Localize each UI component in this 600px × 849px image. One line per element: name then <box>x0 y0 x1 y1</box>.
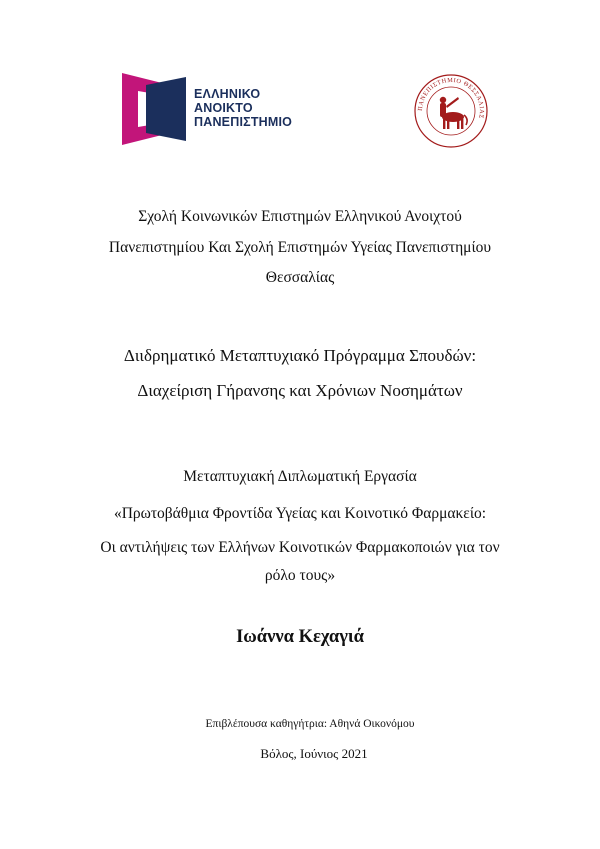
centaur-icon <box>440 97 467 129</box>
program-line-2: Διαχείριση Γήρανσης και Χρόνιων Νοσημάτων <box>137 381 463 400</box>
supervisor: Επιβλέπουσα καθηγήτρια: Αθηνά Οικονόμου <box>205 718 415 730</box>
program-line-1: Διιδρηματικό Μεταπτυχιακό Πρόγραμμα Σπουδών: <box>123 346 477 365</box>
thesis-type: Μεταπτυχιακή Διπλωματική Εργασία <box>183 468 417 485</box>
author-name: Ιωάννα Κεχαγιά <box>236 627 364 647</box>
eap-logo-text <box>194 87 292 129</box>
eap-logo-mark-icon <box>122 73 188 145</box>
place-date: Βόλος, Ιούνιος 2021 <box>260 746 368 761</box>
seal-text: ΠΑΝΕΠΙΣΤΗΜΙΟ ΘΕΣΣΑΛΙΑΣ <box>416 76 486 120</box>
school-line-1: Σχολή Κοινωνικών Επιστημών Ελληνικού Ανοιχτού <box>138 208 462 225</box>
school-line-2: Πανεπιστημίου Και Σχολή Επιστημών Υγείας Πανεπιστημίου <box>108 239 492 256</box>
thesis-title-line-1: «Πρωτοβάθμια Φροντίδα Υγείας και Κοινοτικό Φαρμακείο: <box>113 505 487 522</box>
university-of-thessaly-seal <box>413 73 489 149</box>
hellenic-open-university-logo <box>122 73 312 145</box>
thesis-title-line-2: Οι αντιλήψεις των Ελλήνων Κοινοτικών Φαρμακοποιών για τον <box>100 539 500 556</box>
eap-logo-line: ΕΛΛΗΝΙΚΟ <box>194 87 261 101</box>
school-line-3: Θεσσαλίας <box>265 269 335 286</box>
thesis-title-line-3: ρόλο τους» <box>264 567 336 584</box>
eap-logo-line: ΑΝΟΙΚΤΟ <box>194 101 253 115</box>
eap-logo-line: ΠΑΝΕΠΙΣΤΗΜΙΟ <box>194 115 293 129</box>
